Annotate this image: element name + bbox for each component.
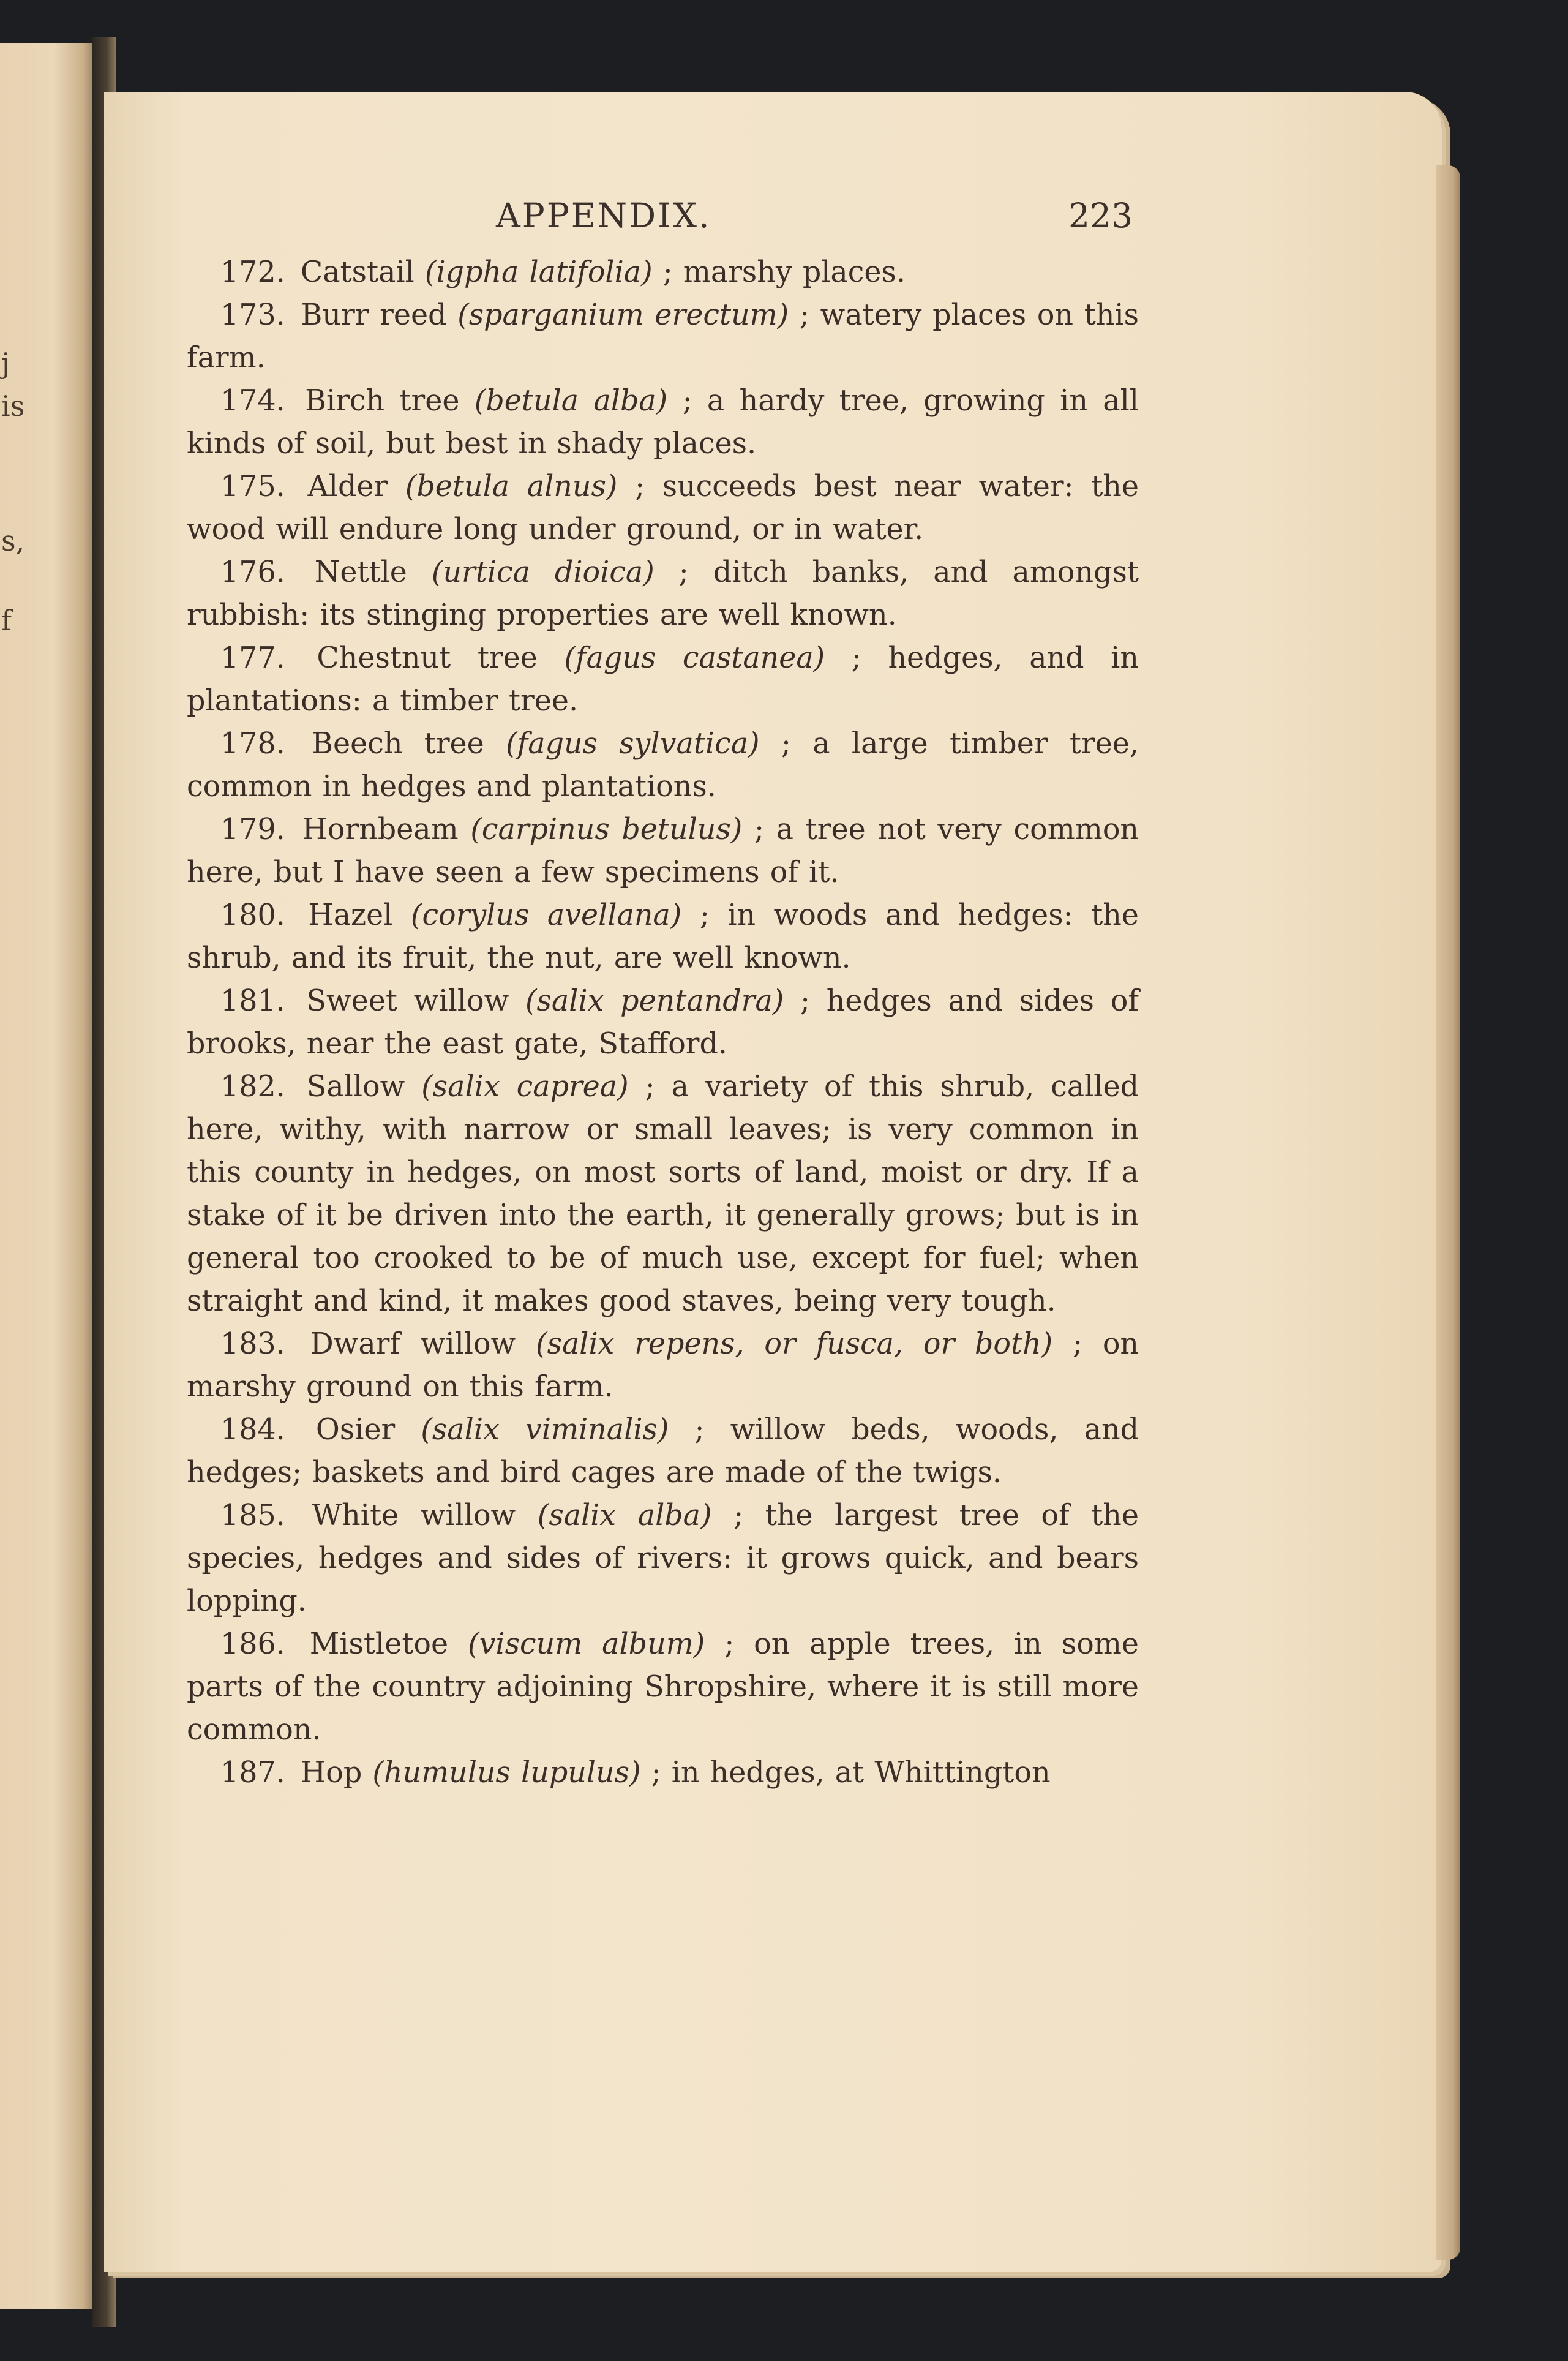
list-item: 176. Nettle (urtica dioica) ; ditch banks, and amongst rubbish: its stinging properties are well known. — [187, 555, 1139, 632]
list-item: 179. Hornbeam (carpinus betulus) ; a tree not very common here, but I have seen a few specimens of it. — [187, 813, 1139, 889]
list-item: 182. Sallow (salix caprea) ; a variety of this shrub, called here, withy, with narrow or small leaves; is very common in this county in hedges, on most sorts of land, moist or dry. If a stake of it be driven into the earth, it generally grows; but is in general too crooked to be of much use, except for fuel; when straight and kind, it makes good staves, being very tough. — [187, 1070, 1139, 1318]
list-item: 183. Dwarf willow (salix repens, or fusca, or both) ; on marshy ground on this farm. — [187, 1327, 1139, 1404]
page-stack-edge — [1436, 165, 1460, 2260]
list-item: 186. Mistletoe (viscum album) ; on apple trees, in some parts of the country adjoining Shropshire, where it is still more common. — [187, 1627, 1139, 1747]
list-item: 180. Hazel (corylus avellana) ; in woods and hedges: the shrub, and its fruit, the nut, are well known. — [187, 898, 1139, 975]
fragment: is — [1, 390, 25, 423]
entry-list — [187, 251, 1139, 1794]
list-item: 174. Birch tree (betula alba) ; a hardy tree, growing in all kinds of soil, but best in shady places. — [187, 384, 1139, 461]
page-content — [187, 196, 1139, 1794]
list-item: 181. Sweet willow (salix pentandra) ; hedges and sides of brooks, near the east gate, Stafford. — [187, 984, 1139, 1061]
list-item: 175. Alder (betula alnus) ; succeeds best near water: the wood will endure long under ground, or in water. — [187, 470, 1139, 546]
running-head — [187, 196, 1139, 251]
fragment: j — [1, 347, 10, 380]
list-item: 177. Chestnut tree (fagus castanea) ; hedges, and in plantations: a timber tree. — [187, 641, 1139, 718]
list-item: 185. White willow (salix alba) ; the largest tree of the species, hedges and sides of rivers: it grows quick, and bears lopping. — [187, 1499, 1139, 1618]
list-item: 173. Burr reed (sparganium erectum) ; watery places on this farm. — [187, 298, 1139, 375]
fragment: f — [1, 604, 12, 637]
list-item: 184. Osier (salix viminalis) ; willow beds, woods, and hedges; baskets and bird cages are made of the twigs. — [187, 1413, 1139, 1489]
facing-page-edge — [0, 43, 98, 2309]
list-item: 187. Hop (humulus lupulus) ; in hedges, at Whittington — [220, 1756, 1051, 1790]
list-item: 172. Catstail (igpha latifolia) ; marshy places. — [220, 255, 906, 289]
page-number: 223 — [1068, 196, 1133, 235]
facing-page-text-fragments — [0, 43, 24, 2309]
running-title: APPENDIX. — [496, 196, 711, 235]
fragment: s, — [1, 524, 25, 557]
list-item: 178. Beech tree (fagus sylvatica) ; a large timber tree, common in hedges and plantations. — [187, 727, 1139, 804]
